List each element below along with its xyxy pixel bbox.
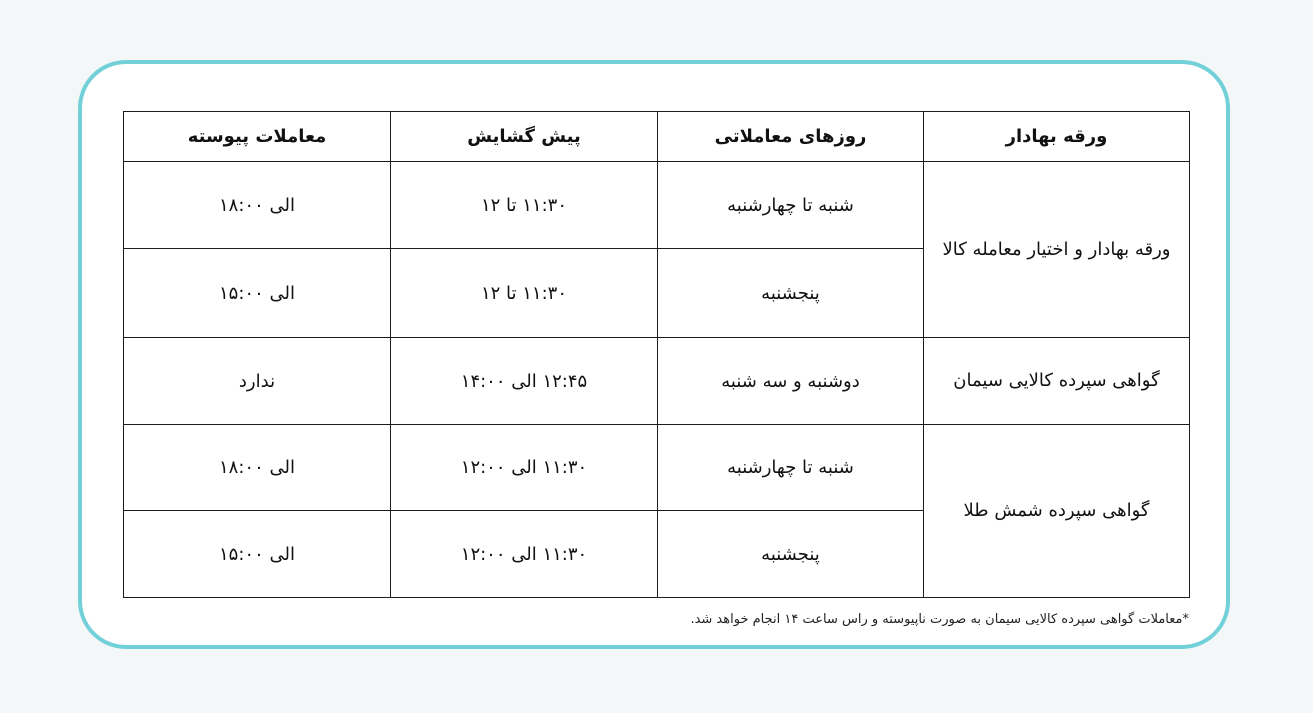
- trading-hours-table: [123, 111, 1190, 598]
- days-cell: دوشنبه و سه شنبه: [658, 338, 924, 425]
- continuous-cell: الی ۱۵:۰۰: [124, 511, 391, 598]
- continuous-cell: ندارد: [124, 338, 391, 425]
- pre-opening-cell: ۱۱:۳۰ الی ۱۲:۰۰: [391, 511, 658, 598]
- asset-cell: گواهی سپرده شمش طلا: [924, 425, 1190, 598]
- header-trading-days: روزهای معاملاتی: [658, 112, 924, 162]
- header-pre-opening: پیش گشایش: [391, 112, 658, 162]
- table-header-row: [124, 112, 1190, 162]
- days-cell: شنبه تا چهارشنبه: [658, 425, 924, 511]
- pre-opening-cell: ۱۱:۳۰ تا ۱۲: [391, 162, 658, 249]
- continuous-cell: الی ۱۸:۰۰: [124, 425, 391, 511]
- table-row: [124, 162, 1190, 249]
- header-continuous-trading: معاملات پیوسته: [124, 112, 391, 162]
- pre-opening-cell: ۱۱:۳۰ تا ۱۲: [391, 249, 658, 338]
- continuous-cell: الی ۱۵:۰۰: [124, 249, 391, 338]
- asset-cell: گواهی سپرده کالایی سیمان: [924, 338, 1190, 425]
- days-cell: پنجشنبه: [658, 249, 924, 338]
- pre-opening-cell: ۱۱:۳۰ الی ۱۲:۰۰: [391, 425, 658, 511]
- table-row: [124, 425, 1190, 511]
- pre-opening-cell: ۱۲:۴۵ الی ۱۴:۰۰: [391, 338, 658, 425]
- days-cell: شنبه تا چهارشنبه: [658, 162, 924, 249]
- table-row: [124, 338, 1190, 425]
- footnote: *معاملات گواهی سپرده کالایی سیمان به صورت ناپیوسته و راس ساعت ۱۴ انجام خواهد شد.: [690, 612, 1189, 627]
- header-asset: ورقه بهادار: [924, 112, 1190, 162]
- continuous-cell: الی ۱۸:۰۰: [124, 162, 391, 249]
- days-cell: پنجشنبه: [658, 511, 924, 598]
- asset-cell: ورقه بهادار و اختیار معامله کالا: [924, 162, 1190, 338]
